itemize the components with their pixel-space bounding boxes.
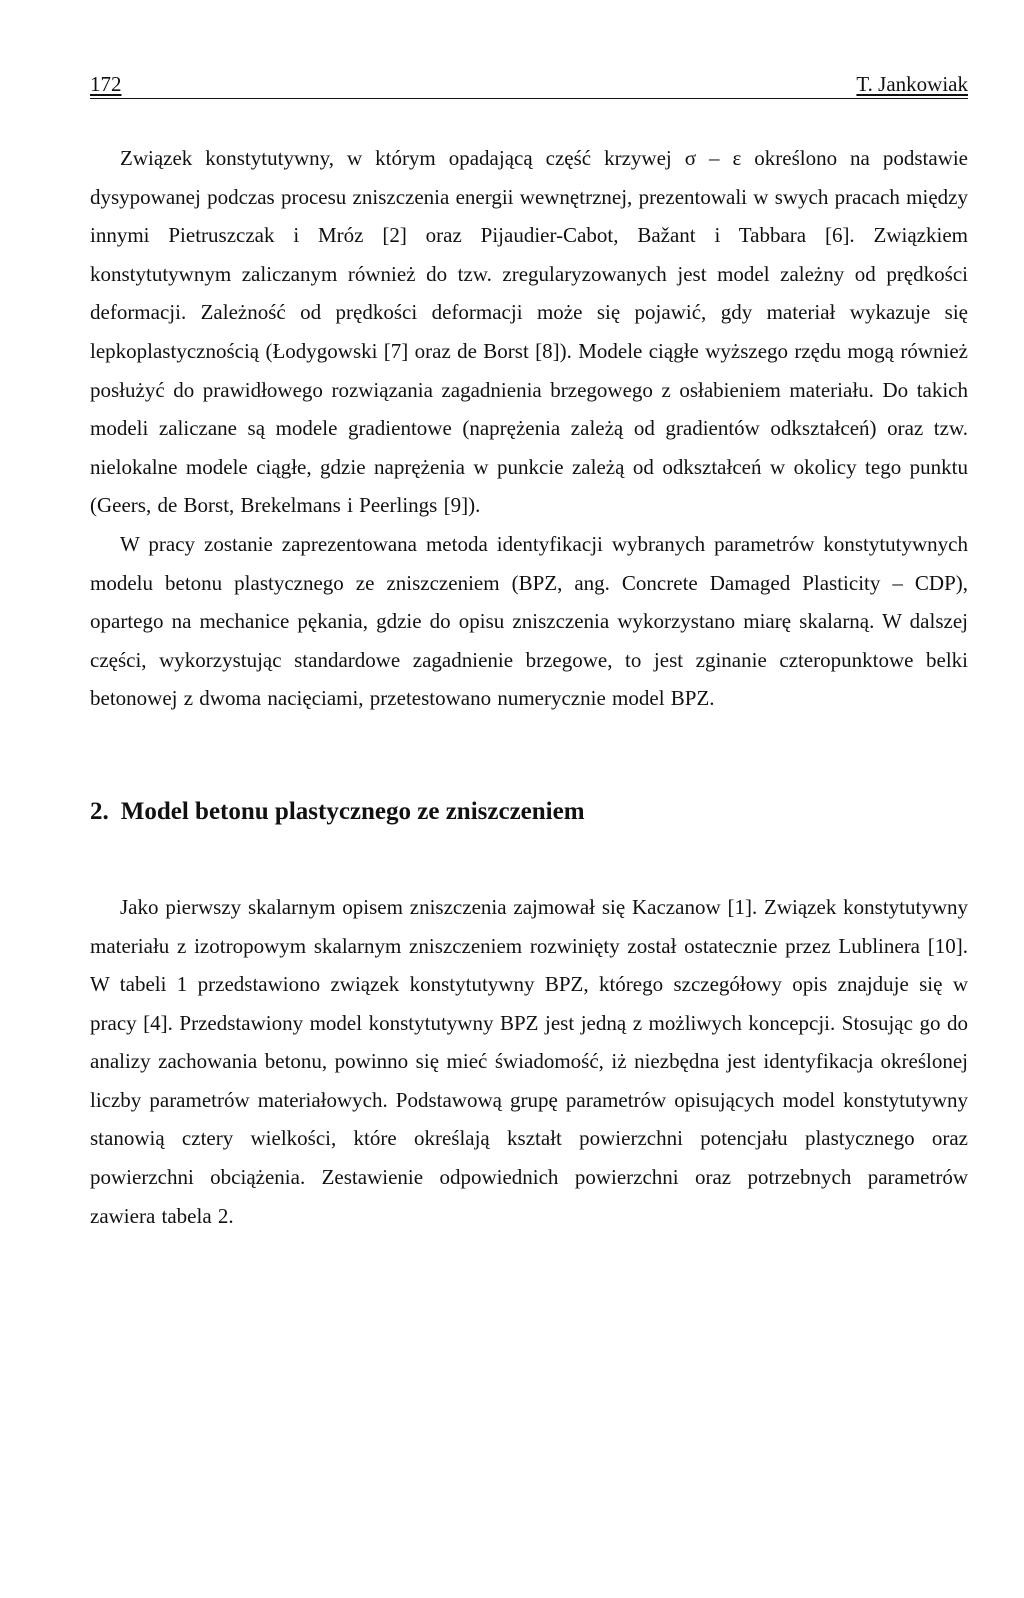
paragraph: Jako pierwszy skalarnym opisem zniszczenia zajmował się Kaczanow [1]. Związek konstytutywny materiału z izotropowym skalarnym zniszczeniem rozwinięty został ostatecznie przez Lublinera [10]. W tabeli 1 przedstawiono związek konstytutywny BPZ, którego szczegółowy opis znajduje się w pracy [4]. Przedstawiony model konstytutywny BPZ jest jedną z możliwych koncepcji. Stosując go do analizy zachowania betonu, powinno się mieć świadomość, iż niezbędna jest identyfikacja określonej liczby parametrów materiałowych. Podstawową grupę parametrów opisujących model konstytutywny stanowią cztery wielkości, które określają kształt powierzchni potencjału plastycznego oraz powierzchni obciążenia. Zestawienie odpowiednich powierzchni oraz potrzebnych parametrów zawiera tabela 2.: [90, 894, 968, 1228]
intro-text: [90, 139, 968, 718]
section-number: 2.: [90, 797, 109, 825]
document-page: [90, 72, 968, 1235]
section-text: [90, 888, 968, 1235]
paragraph: Związek konstytutywny, w którym opadającą część krzywej σ – ε określono na podstawie dysypowanej podczas procesu zniszczenia energii wewnętrznej, prezentowali w swych pracach między innymi Pietruszczak i Mróz [2] oraz Pijaudier-Cabot, Bažant i Tabbara [6]. Związkiem konstytutywnym zaliczanym również do tzw. zregularyzowanych jest model zależny od prędkości deformacji. Zależność od prędkości deformacji może się pojawić, gdy materiał wykazuje się lepkoplastycznością (Łodygowski [7] oraz de Borst [8]). Modele ciągłe wyższego rzędu mogą również posłużyć do prawidłowego rozwiązania zagadnienia brzegowego z osłabieniem materiału. Do takich modeli zaliczane są modele gradientowe (naprężenia zależą od gradientów odkształceń) oraz tzw. nielokalne modele ciągłe, gdzie naprężenia w punkcie zależą od odkształceń w okolicy tego punktu (Geers, de Borst, Brekelmans i Peerlings [9]).: [90, 146, 968, 518]
section-heading: [90, 797, 968, 827]
running-header: [90, 72, 968, 99]
section-title: Model betonu plastycznego ze zniszczeniem: [120, 797, 585, 825]
running-author: T. Jankowiak: [856, 72, 968, 96]
page-number: 172: [90, 72, 122, 96]
paragraph: W pracy zostanie zaprezentowana metoda identyfikacji wybranych parametrów konstytutywnych modelu betonu plastycznego ze zniszczeniem (BPZ, ang. Concrete Damaged Plasticity – CDP), opartego na mechanice pękania, gdzie do opisu zniszczenia wykorzystano miarę skalarną. W dalszej części, wykorzystując standardowe zagadnienie brzegowe, to jest zginanie czteropunktowe belki betonowej z dwoma nacięciami, przetestowano numerycznie model BPZ.: [90, 531, 968, 711]
